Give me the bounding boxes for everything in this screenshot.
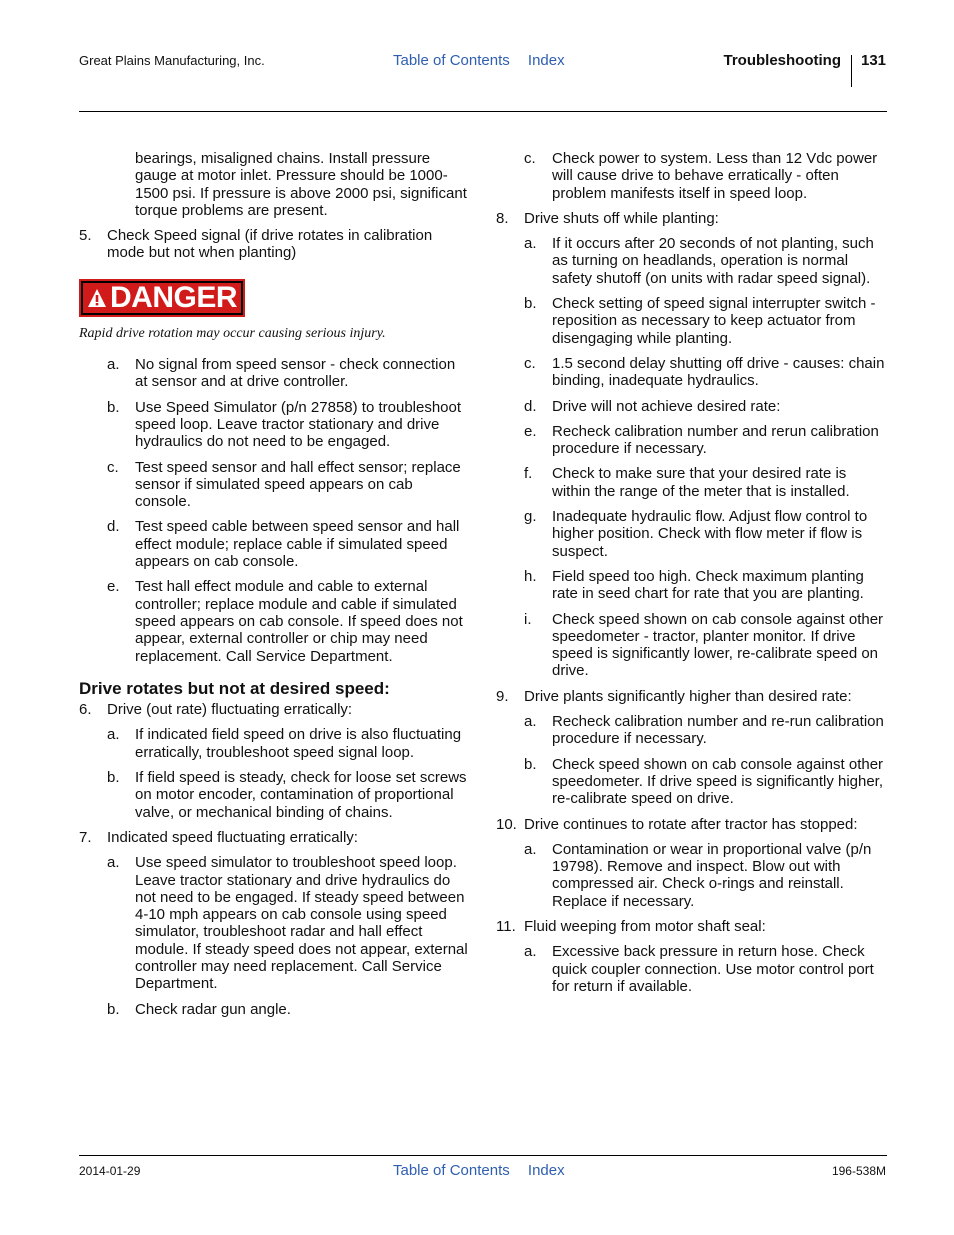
item-letter: d. — [107, 518, 120, 536]
toc-link[interactable]: Table of Contents — [393, 1162, 510, 1179]
sub-item — [107, 726, 469, 761]
sub-item — [107, 356, 469, 391]
item-letter: a. — [107, 356, 120, 374]
item-letter: b. — [107, 769, 120, 787]
item-text: Check setting of speed signal interrupter switch - reposition as necessary to keep actuator from disengaging while planting. — [552, 295, 876, 347]
sub-item — [524, 611, 888, 680]
item-text: Excessive back pressure in return hose. Check quick coupler connection. Use motor control port for return if available. — [552, 943, 874, 995]
index-link[interactable]: Index — [527, 1162, 565, 1179]
item-letter: a. — [107, 854, 120, 872]
item-letter: b. — [107, 398, 120, 416]
header-divider — [851, 55, 852, 87]
item-number: 10. — [496, 815, 517, 833]
item-text: Check power to system. Less than 12 Vdc power will cause drive to behave erratically - often problem manifests itself in speed loop. — [552, 150, 878, 202]
item-text: Check speed shown on cab console against other speedometer - tractor, planter monitor. If drive speed is significantly lower, re-calibrate speed on drive. — [552, 610, 884, 680]
item-letter: c. — [524, 150, 536, 167]
item-text: Fluid weeping from motor shaft seal: — [524, 917, 766, 935]
item-text: Test hall effect module and cable to external controller; replace module and cable if simulated speed appears on cab console. If speed does not appear, external controller or chip may need replacement. Call Service Department. — [135, 578, 463, 665]
footer-rule — [79, 1155, 887, 1156]
item-text: Contamination or wear in proportional valve (p/n 19798). Remove and inspect. Blow out with compressed air. Check o-rings and reinstall. Replace if necessary. — [552, 840, 872, 910]
item-text: Drive shuts off while planting: — [524, 209, 719, 227]
item-text: Check radar gun angle. — [135, 1000, 291, 1018]
item-letter: c. — [524, 354, 536, 372]
sub-item — [524, 943, 888, 995]
item-number: 7. — [79, 828, 92, 846]
item-letter: b. — [107, 1000, 120, 1018]
list-item-6 — [79, 701, 469, 718]
danger-text: DANGER — [110, 280, 238, 314]
header-rule — [79, 111, 887, 112]
sub-item — [107, 854, 469, 992]
sub-item — [524, 713, 888, 748]
sub-item — [524, 756, 888, 808]
item-text: Check to make sure that your desired rate is within the range of the meter that is installed. — [552, 465, 850, 500]
item-letter: e. — [524, 422, 537, 440]
item-text: 1.5 second delay shutting off drive - causes: chain binding, inadequate hydraulics. — [552, 354, 885, 390]
item-text: No signal from speed sensor - check connection at sensor and at drive controller. — [135, 356, 456, 391]
footer-date: 2014-01-29 — [79, 1164, 141, 1178]
item-letter: b. — [524, 755, 537, 773]
section-title: Troubleshooting — [723, 52, 841, 69]
danger-label — [81, 281, 243, 315]
sub-item — [107, 1001, 469, 1018]
sub-item — [107, 518, 469, 570]
list-item-7 — [79, 829, 469, 846]
sub-item — [524, 423, 888, 458]
warning-triangle-icon — [87, 288, 107, 308]
sub-item — [524, 295, 888, 347]
item-number: 8. — [496, 209, 509, 227]
list-item-8 — [496, 210, 888, 227]
item-text: Field speed too high. Check maximum planting rate in seed chart for rate that you are planting. — [552, 567, 864, 603]
item-text: Drive plants significantly higher than desired rate: — [524, 687, 852, 705]
sub-item — [524, 398, 888, 415]
item-text: Indicated speed fluctuating erratically: — [107, 828, 358, 846]
item-text: Recheck calibration number and rerun calibration procedure if necessary. — [552, 422, 879, 458]
item-letter: c. — [107, 458, 119, 476]
list-item-9 — [496, 688, 888, 705]
item-text: Recheck calibration number and re-run calibration procedure if necessary. — [552, 713, 884, 748]
item-number: 6. — [79, 701, 92, 719]
left-column — [79, 150, 469, 1026]
danger-message: Rapid drive rotation may occur causing serious injury. — [79, 325, 386, 341]
item-letter: a. — [524, 840, 537, 858]
sub-item — [524, 568, 888, 603]
item-text: Inadequate hydraulic flow. Adjust flow control to higher position. Check with flow meter if flow is suspect. — [552, 508, 868, 560]
item-text: Check Speed signal (if drive rotates in calibration mode but not when planting) — [107, 227, 433, 262]
item-text: Use Speed Simulator (p/n 27858) to troubleshoot speed loop. Leave tractor stationary and drive hydraulics do not need to be engaged. — [135, 398, 462, 451]
sub-item — [524, 465, 888, 500]
sub-item — [524, 841, 888, 910]
sub-item — [524, 508, 888, 560]
item-letter: g. — [524, 508, 537, 526]
section-heading: Drive rotates but not at desired speed: — [79, 678, 390, 698]
item-letter: e. — [107, 578, 120, 596]
sub-item — [107, 769, 469, 821]
list-item-10 — [496, 816, 888, 833]
item-letter: b. — [524, 295, 537, 313]
item-text: Test speed cable between speed sensor and hall effect module; replace cable if simulated speed appears on cab console. — [135, 518, 460, 571]
item-letter: d. — [524, 397, 537, 415]
item-letter: a. — [107, 726, 120, 744]
item-text: If indicated field speed on drive is also fluctuating erratically, troubleshoot speed signal loop. — [135, 726, 462, 761]
list-item-5 — [79, 227, 469, 262]
item-letter: f. — [524, 465, 533, 483]
item-letter: a. — [524, 713, 537, 731]
sub-item — [107, 459, 469, 511]
item-text: Drive (out rate) fluctuating erratically: — [107, 701, 353, 719]
sub-item — [524, 235, 888, 287]
item-text: Drive continues to rotate after tractor has stopped: — [524, 815, 858, 833]
page-number: 131 — [861, 52, 887, 69]
item-text: Check speed shown on cab console against other speedometer. If drive speed is significantly higher, re-calibrate speed on drive. — [552, 755, 884, 808]
header-nav — [393, 52, 565, 69]
sub-item — [107, 578, 469, 664]
item-number: 5. — [79, 227, 92, 245]
toc-link[interactable]: Table of Contents — [393, 52, 510, 69]
item-letter: a. — [524, 235, 537, 253]
item-number: 11. — [496, 917, 516, 935]
item-text: Test speed sensor and hall effect sensor; replace sensor if simulated speed appears on cab console. — [135, 458, 461, 511]
sub-item — [107, 399, 469, 451]
continued-text: bearings, misaligned chains. Install pressure gauge at motor inlet. Pressure should be 1000-1500 psi. If pressure is above 2000 psi, significant torque problems are present. — [135, 150, 467, 219]
item-text: Drive will not achieve desired rate: — [552, 397, 781, 415]
index-link[interactable]: Index — [527, 52, 565, 69]
doc-number: 196-538M — [831, 1164, 886, 1178]
item-text: If field speed is steady, check for loose set screws on motor encoder, contamination of proportional valve, or mechanical binding of chains. — [135, 769, 467, 821]
item-letter: i. — [524, 610, 532, 628]
company-name: Great Plains Manufacturing, Inc. — [79, 53, 265, 68]
item-text: Use speed simulator to troubleshoot speed loop. Leave tractor stationary and drive hydraulics do not need to be engaged. If steady speed between 4-10 mph appears on cab console using speed simulator, troubleshoot radar and hall effect module. If steady speed does not appear, external controller may need replacement. Call Service Department. — [135, 854, 468, 993]
right-column — [496, 150, 888, 1003]
sub-item — [524, 150, 888, 202]
footer-nav — [393, 1162, 565, 1179]
item-text: If it occurs after 20 seconds of not planting, such as turning on headlands, operation is normal safety shutoff (on units with radar speed signal). — [552, 235, 874, 287]
item-letter: a. — [524, 943, 537, 961]
item-number: 9. — [496, 687, 509, 705]
sub-item — [524, 355, 888, 390]
item-letter: h. — [524, 567, 537, 585]
list-item-11 — [496, 918, 888, 935]
